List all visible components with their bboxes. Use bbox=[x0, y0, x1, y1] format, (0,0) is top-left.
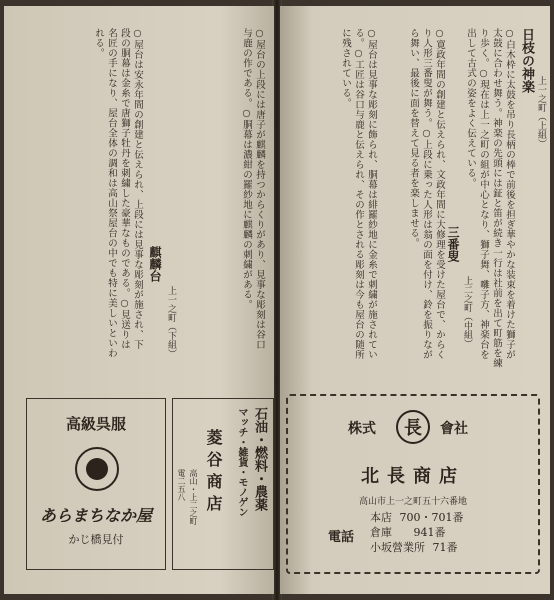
ad-sugaya-products2: マッチ・雑貨・モノゲン bbox=[236, 407, 247, 517]
ad-kitacho-phone-list bbox=[370, 510, 530, 555]
left-page bbox=[4, 6, 274, 594]
ad-kitacho bbox=[286, 394, 540, 574]
right-page bbox=[280, 6, 550, 594]
right-body-2: ○寛政年間の創建と伝えられ、文政年間に大修理を受けた屋台で、からくり人形三番叟が舞う。○上段に乗った人形は翁の面を付け、鈴を振りながら舞い、最後に面を替えて見る者を楽しませる。 bbox=[408, 28, 445, 360]
right-body-1: ○白木枠に太鼓を吊り長柄の棒で前後を担ぎ華やかな装束を着けた獅子が太鼓に合わせ舞う。神楽の先頭には鉦と笛が続き一行は社前を出て町筋を練り歩く。○現在は上一之町の組が中心となり、獅子舞、囃子方、神楽台を出して古式の姿をよく伝えている。 bbox=[465, 28, 515, 368]
ad-gofuku-heading: 高級呉服 bbox=[65, 415, 126, 433]
ad-gofuku bbox=[26, 398, 166, 570]
right-section1-location: 上一之町（上組） bbox=[536, 76, 546, 148]
right-section1-title: 日枝の神楽 bbox=[519, 28, 534, 93]
ad-sugaya bbox=[172, 398, 274, 570]
ad-gofuku-subtitle: かじ橋見付 bbox=[68, 533, 124, 546]
phone-line-number: 71番 bbox=[432, 541, 458, 554]
right-section2-location: 上二之町（中組） bbox=[462, 276, 472, 348]
phone-line-label: 本店 bbox=[370, 511, 392, 524]
ad-sugaya-address: 高山・上二之町 bbox=[189, 469, 198, 525]
ad-kitacho-shop-name: 北長商店 bbox=[361, 466, 465, 487]
phone-line bbox=[370, 540, 530, 555]
ad-sugaya-shop-name: 菱谷商店 bbox=[204, 429, 223, 517]
kitacho-mark-icon: 長 bbox=[396, 410, 430, 444]
left-body-1: ○屋台は安永年間の創建と伝えられ、上段には見事な彫刻が施され、下段の胴幕は金糸で唐獅子牡丹を刺繍した豪華なものである。○見送りは名匠の手になり、屋台全体の調和は高山祭屋台の中でも特に美しいといわれる。 bbox=[93, 28, 143, 358]
phone-line-label: 小坂營業所 bbox=[370, 541, 425, 554]
ad-kitacho-corp-prefix: 株式 bbox=[348, 421, 376, 437]
ad-gofuku-shop-name: あらまちなか屋 bbox=[39, 506, 152, 525]
phone-line-label: 倉庫 bbox=[370, 526, 392, 539]
ad-kitacho-address: 高山市上一之町五十六番地 bbox=[358, 497, 467, 507]
phone-line bbox=[370, 525, 530, 540]
phone-line-number: 700・701番 bbox=[399, 511, 464, 524]
ad-kitacho-phone-label: 電話 bbox=[328, 530, 355, 545]
phone-line-number: 941番 bbox=[413, 526, 446, 539]
left-section2-title: 麒麟台 bbox=[148, 246, 162, 282]
phone-line bbox=[370, 510, 530, 525]
right-body-3: ○屋台は見事な彫刻に飾られ、胴幕は緋羅紗地に金糸で刺繍が施されている。○工匠は谷口与鹿と伝えられ、その作とされる彫刻は今も屋台の随所に残されている。 bbox=[340, 28, 377, 360]
ad-sugaya-products: 石油・燃料・農薬 bbox=[252, 407, 267, 511]
family-crest-icon bbox=[75, 447, 119, 491]
ad-sugaya-phone: 電二五八 bbox=[177, 469, 186, 501]
left-body-2: ○屋台の上段には唐子が麒麟を持つからくりがあり、見事な彫刻は谷口与鹿の作である。○胴幕は濃紺の羅紗地に麒麟の刺繍がある。 bbox=[241, 28, 265, 350]
ad-kitacho-corp-suffix: 會社 bbox=[440, 421, 468, 437]
left-section2-location: 上一之町（下組） bbox=[166, 286, 176, 358]
right-section2-title: 三番叟 bbox=[446, 226, 460, 262]
